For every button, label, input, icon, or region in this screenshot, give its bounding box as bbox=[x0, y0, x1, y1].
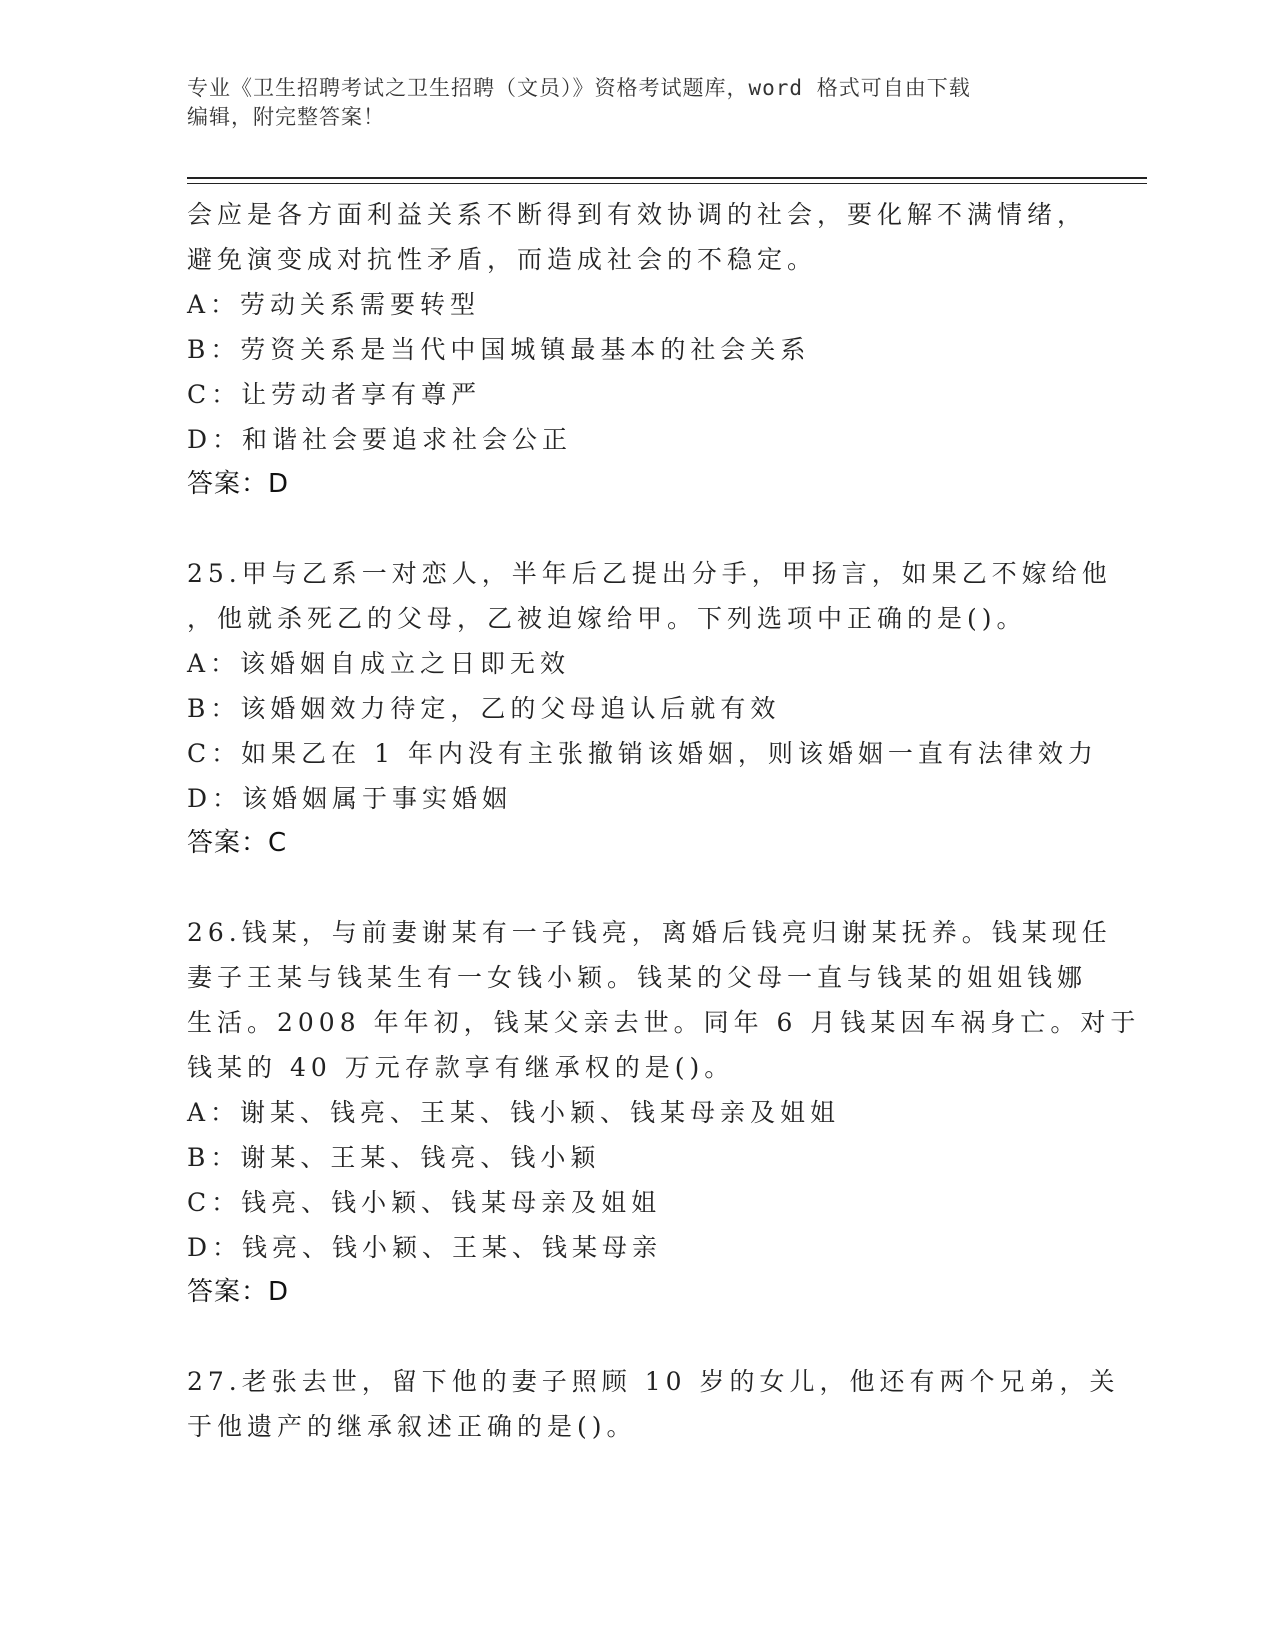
question-stem-line: 妻子王某与钱某生有一女钱小颖。钱某的父母一直与钱某的姐姐钱娜 bbox=[187, 963, 1088, 992]
header-divider-thin bbox=[187, 183, 1147, 184]
question-stem-line: ，他就杀死乙的父母，乙被迫嫁给甲。下列选项中正确的是()。 bbox=[187, 604, 1027, 633]
option-b: B：该婚姻效力待定，乙的父母追认后就有效 bbox=[187, 694, 781, 723]
answer-label: 答案：C bbox=[187, 828, 288, 858]
document-header bbox=[187, 74, 1087, 132]
option-d: D：钱亮、钱小颖、王某、钱某母亲 bbox=[187, 1233, 663, 1262]
option-c: C：如果乙在 1 年内没有主张撤销该婚姻，则该婚姻一直有法律效力 bbox=[187, 739, 1098, 768]
question-block bbox=[187, 910, 1141, 1315]
question-stem-line: 26.钱某，与前妻谢某有一子钱亮，离婚后钱亮归谢某抚养。钱某现任 bbox=[187, 918, 1112, 947]
answer-label: 答案：D bbox=[187, 469, 290, 499]
header-intro-line2: 编辑，附完整答案！ bbox=[187, 105, 385, 129]
option-d: D：和谐社会要追求社会公正 bbox=[187, 425, 573, 454]
question-stem-line: 避免演变成对抗性矛盾，而造成社会的不稳定。 bbox=[187, 245, 818, 274]
question-list bbox=[187, 192, 1141, 1449]
question-stem-line: 会应是各方面利益关系不断得到有效协调的社会，要化解不满情绪， bbox=[187, 200, 1088, 229]
question-stem-line: 生活。2008 年年初，钱某父亲去世。同年 6 月钱某因车祸身亡。对于 bbox=[187, 1008, 1141, 1037]
question-block bbox=[187, 192, 1087, 507]
option-b: B：谢某、王某、钱亮、钱小颖 bbox=[187, 1143, 601, 1172]
header-divider-thick bbox=[187, 177, 1147, 179]
option-a: A：该婚姻自成立之日即无效 bbox=[187, 649, 571, 678]
question-stem-line: 于他遗产的继承叙述正确的是()。 bbox=[187, 1412, 637, 1441]
option-c: C：钱亮、钱小颖、钱某母亲及姐姐 bbox=[187, 1188, 662, 1217]
question-stem-line: 27.老张去世，留下他的妻子照顾 10 岁的女儿，他还有两个兄弟，关 bbox=[187, 1367, 1120, 1396]
option-d: D：该婚姻属于事实婚姻 bbox=[187, 784, 513, 813]
question-block bbox=[187, 1359, 1120, 1449]
option-a: A：谢某、钱亮、王某、钱小颖、钱某母亲及姐姐 bbox=[187, 1098, 841, 1127]
option-a: A：劳动关系需要转型 bbox=[187, 290, 481, 319]
answer-label: 答案：D bbox=[187, 1277, 290, 1307]
question-spacer bbox=[187, 866, 1087, 910]
option-c: C：让劳动者享有尊严 bbox=[187, 380, 482, 409]
question-stem-line: 25.甲与乙系一对恋人，半年后乙提出分手，甲扬言，如果乙不嫁给他 bbox=[187, 559, 1112, 588]
header-intro-line1: 专业《卫生招聘考试之卫生招聘（文员）》资格考试题库，word 格式可自由下载 bbox=[187, 76, 971, 100]
question-stem-line: 钱某的 40 万元存款享有继承权的是()。 bbox=[187, 1053, 735, 1082]
question-spacer bbox=[187, 507, 1087, 551]
question-spacer bbox=[187, 1315, 1087, 1359]
option-b: B：劳资关系是当代中国城镇最基本的社会关系 bbox=[187, 335, 811, 364]
question-block bbox=[187, 551, 1112, 866]
